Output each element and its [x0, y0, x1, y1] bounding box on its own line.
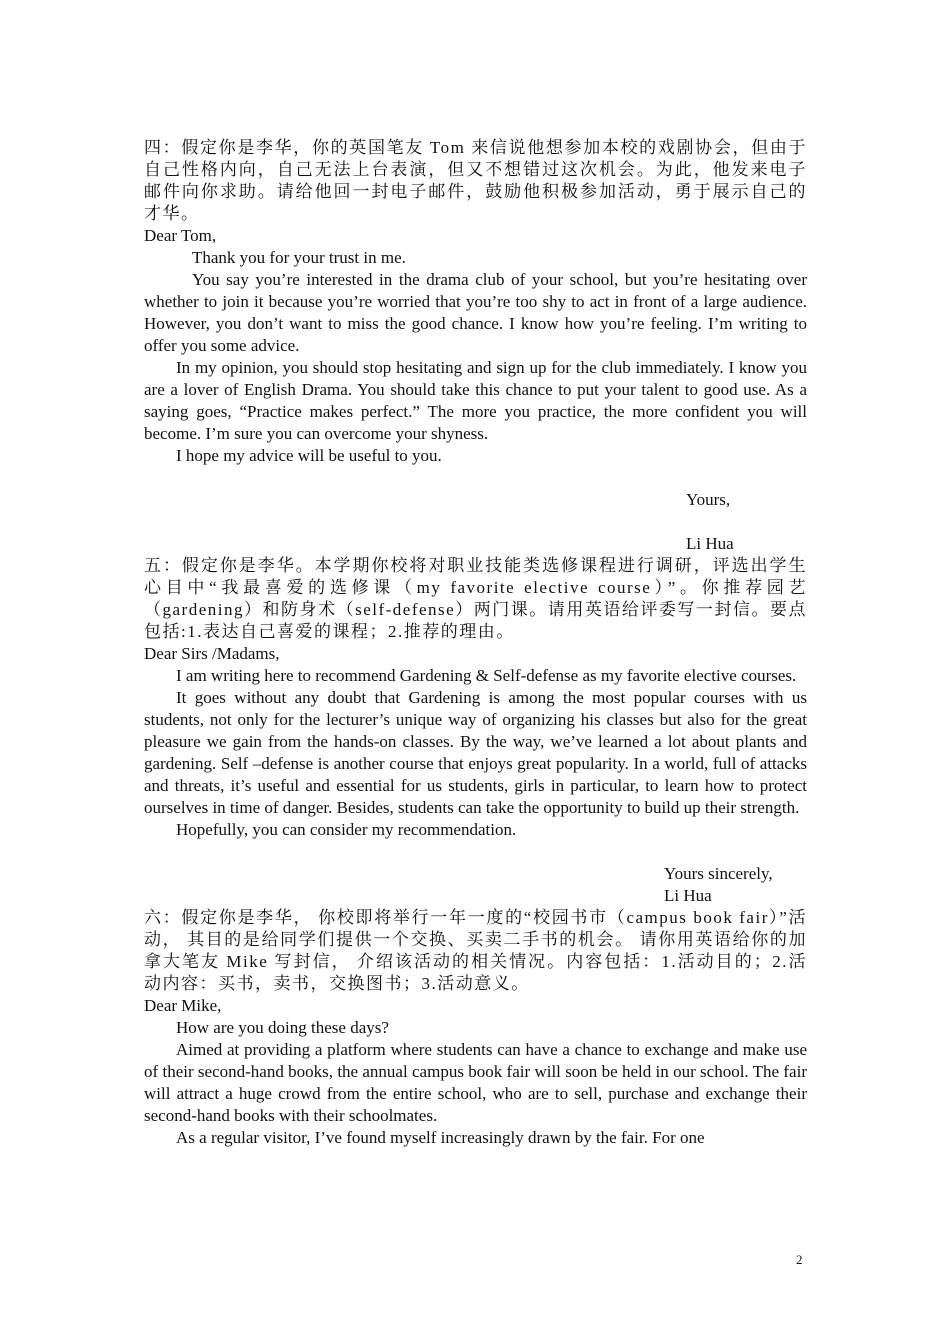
section-4-greeting: Dear Tom, — [144, 226, 217, 245]
section-5-greeting: Dear Sirs /Madams, — [144, 644, 280, 663]
document-page — [144, 137, 807, 1149]
section-5-paragraph: It goes without any doubt that Gardening is among the most popular courses with us students, not only for the lecturer’s unique way of organizing his classes but also for the great pleasure we gain from the hands-on classes. By the way, we’ve learned a lot about plants and gardening. Self –defense is another course that enjoys great popularity. In a world, full of attacks and threats, it’s useful and essential for us students, girls in particular, to learn how to protect ourselves in time of danger. Besides, students can take the opportunity to build up their strength. — [144, 688, 807, 817]
section-4-paragraph: Thank you for your trust in me. — [192, 248, 406, 267]
section-6-prompt: 六：假定你是李华， 你校即将举行一年一度的“校园书市（campus book fair）”活动， 其目的是给同学们提供一个交换、买卖二手书的机会。 请你用英语给你的加拿大笔友 Mike 写封信， 介绍该活动的相关情况。内容包括：1.活动目的；2.活动内容：买书，卖书，交换图书；3.活动意义。 — [144, 908, 807, 993]
section-6-paragraph: As a regular visitor, I’ve found myself increasingly drawn by the fair. For one — [176, 1128, 705, 1147]
page-number: 2 — [796, 1252, 803, 1267]
section-6-paragraph: How are you doing these days? — [176, 1018, 389, 1037]
section-4-signature: Li Hua — [686, 534, 734, 553]
section-6-greeting: Dear Mike, — [144, 996, 222, 1015]
section-6-paragraph: Aimed at providing a platform where students can have a chance to exchange and make use of their second-hand books, the annual campus book fair will soon be held in our school. The fair will attract a huge crowd from the entire school, who are to sell, purchase and exchange their second-hand books with their schoolmates. — [144, 1040, 807, 1125]
section-5-signature: Li Hua — [664, 886, 712, 905]
section-5-paragraph: I am writing here to recommend Gardening & Self-defense as my favorite elective courses. — [176, 666, 797, 685]
section-5-prompt: 五：假定你是李华。本学期你校将对职业技能类选修课程进行调研，评选出学生心目中“我最喜爱的选修课（my favorite elective course）”。你推荐园艺（gardening）和防身术（self-defense）两门课。请用英语给评委写一封信。要点包括:1.表达自己喜爱的课程；2.推荐的理由。 — [144, 556, 807, 641]
section-4-paragraph: In my opinion, you should stop hesitating and sign up for the club immediately. I know you are a lover of English Drama. You should take this chance to put your talent to good use. As a saying goes, “Practice makes perfect.” The more you practice, the more confident you will become. I’m sure you can overcome your shyness. — [144, 358, 807, 443]
section-4-paragraph: You say you’re interested in the drama club of your school, but you’re hesitating over whether to join it because you’re worried that you’re too shy to act in front of a large audience. However, you don’t want to miss the good chance. I know how you’re feeling. I’m writing to offer you some advice. — [144, 270, 807, 355]
section-4-closing: Yours, — [686, 490, 731, 509]
section-5-closing: Yours sincerely, — [664, 864, 773, 883]
section-4-prompt: 四：假定你是李华，你的英国笔友 Tom 来信说他想参加本校的戏剧协会，但由于自己性格内向，自己无法上台表演，但又不想错过这次机会。为此，他发来电子邮件向你求助。请给他回一封电子邮件，鼓励他积极参加活动，勇于展示自己的才华。 — [144, 138, 807, 223]
section-5-paragraph: Hopefully, you can consider my recommendation. — [176, 820, 517, 839]
section-4-paragraph: I hope my advice will be useful to you. — [176, 446, 442, 465]
